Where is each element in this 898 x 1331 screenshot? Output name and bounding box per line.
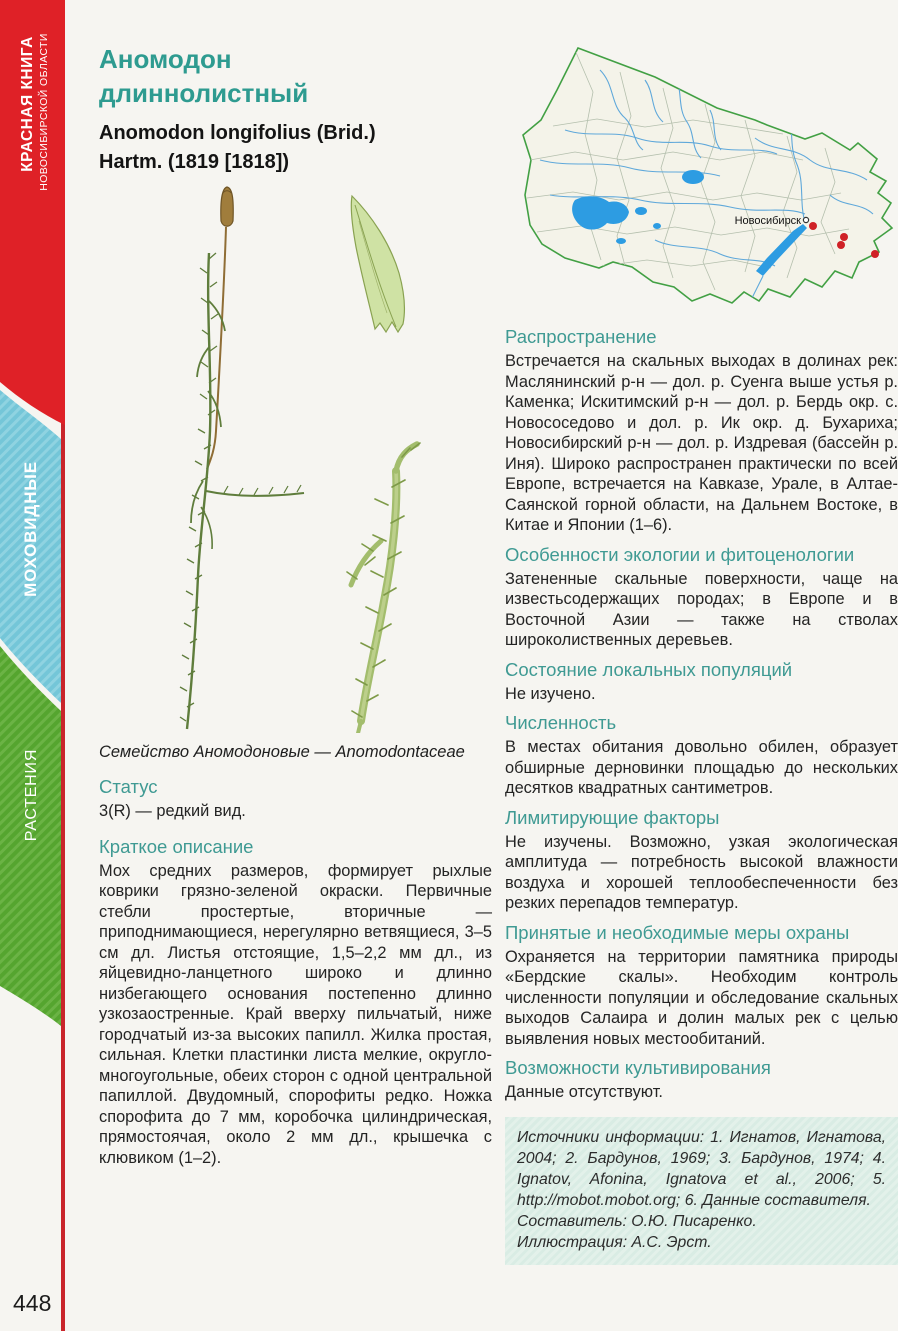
section-body-status: 3(R) — редкий вид. bbox=[99, 802, 246, 820]
species-latin-line1: Anomodon longifolius (Brid.) bbox=[99, 122, 376, 144]
section-heading-ecology: Особенности экологии и фитоценологии bbox=[505, 543, 855, 565]
section-body-limiting-factors: Не изучены. Возможно, узкая экологическая амплитуда — потребность высокой влажности воздуха и хорошей теплообеспеченности без резких перепадов температур. bbox=[505, 832, 898, 912]
compiler-line: Составитель: О.Ю. Писаренко. bbox=[517, 1212, 757, 1230]
section-heading-description: Краткое описание bbox=[99, 835, 254, 857]
species-title-latin bbox=[99, 119, 492, 177]
sidebar-kingdom-label: РАСТЕНИЯ bbox=[23, 748, 40, 842]
city-marker bbox=[803, 217, 808, 222]
sources-box bbox=[505, 1117, 898, 1265]
page-number: 448 bbox=[13, 1290, 52, 1316]
book-subtitle: НОВОСИБИРСКОЙ ОБЛАСТИ bbox=[38, 33, 50, 191]
section-body-distribution: Встречается на скальных выходах в долинах рек: Маслянинский р-н — дол. р. Суенга выше устья р. Каменка; Искитимский р-н — дол. р. Бердь окр. с. Новососедово и дол. р. Ик окр. д. Бухариха; Новосибирский р-н — дол. р. Издревая (бассейн р. Иня). Широко распространен практически по всей Европе, встречается на Кавказе, Урале, в Алтае-Саянской горной области, на Дальнем Востоке, в Китае и Японии (1–6). bbox=[505, 352, 898, 534]
section-body-cultivation: Данные отсутствуют. bbox=[505, 1083, 663, 1101]
sources-line: Источники информации: 1. Игнатов, Игнатова, 2004; 2. Бардунов, 1969; 3. Бардунов, 1974; 4. Ignatov, Afonina, Ignatova et al., 2006; 5. http://mobot.mobot.org; 6. Данные составителя. bbox=[517, 1128, 886, 1209]
right-column bbox=[505, 30, 898, 1265]
section-heading-distribution: Распространение bbox=[505, 326, 657, 347]
section-body-protection-measures: Охраняется на территории памятника природы «Бердские скалы». Необходим контроль численности популяции и обследование скальных выходов Салаира и долин малых рек с целью выявления новых местообитаний. bbox=[505, 947, 898, 1048]
section-heading-limiting-factors: Лимитирующие факторы bbox=[505, 806, 720, 828]
left-column bbox=[99, 42, 492, 1168]
moss-illustration bbox=[99, 181, 489, 733]
section-body-description: Мох средних размеров, формирует рыхлые коврики грязно-зеленой окраски. Первичные стебли простертые, вторичные — приподнимающиеся, нерегулярно ветвящиеся, 3–5 см дл. Листья отстоящие, 1,5–2,2 мм дл., из яйцевидно-ланцетного широко и длинно низбегающего основания постепенно длинно узкозаостренные. Край вверху пильчатый, ниже городчатый из-за высоких папилл. Жилка простая, сильная. Клетки пластинки листа мелкие, округло-многоугольные, обеих сторон с одной центральной папиллой. Двудомный, спорофиты редко. Ножка спорофита до 7 мм, коробочка цилиндрическая, прямостоячая, около 2 мм дл., крышечка с клювиком (1–2). bbox=[99, 861, 492, 1167]
species-title-line1: Аномодон bbox=[99, 44, 232, 74]
species-title-line2: длиннолистный bbox=[99, 78, 309, 108]
right-shoot-drawing bbox=[347, 443, 420, 733]
section-heading-abundance: Численность bbox=[505, 712, 617, 733]
section-heading-cultivation: Возможности культивирования bbox=[505, 1057, 771, 1078]
section-body-abundance: В местах обитания довольно обилен, образует обширные дерновинки площадью до нескольких десятков квадратных сантиметров. bbox=[505, 738, 898, 797]
illustrator-line: Иллюстрация: А.С. Эрст. bbox=[517, 1233, 712, 1251]
section-body-local-populations: Не изучено. bbox=[505, 684, 596, 703]
sidebar-division-label: МОХОВИДНЫЕ bbox=[21, 461, 40, 597]
left-shoot-drawing bbox=[180, 253, 304, 729]
section-heading-local-populations: Состояние локальных популяций bbox=[505, 658, 793, 680]
section-body-ecology: Затененные скальные поверхности, чаще на известьсодержащих породах; в Европе и в Восточной Азии — также на стволах широколиственных деревьев. bbox=[505, 569, 898, 649]
section-heading-status: Статус bbox=[99, 776, 158, 797]
book-title: КРАСНАЯ КНИГА bbox=[19, 36, 36, 172]
leaf-drawing bbox=[351, 196, 404, 332]
sidebar-bands bbox=[0, 0, 66, 1331]
family-name: Семейство Аномодоновые — Anomodontaceae bbox=[99, 743, 465, 761]
species-latin-line2: Hartm. (1819 [1818]) bbox=[99, 151, 290, 173]
species-title-ru bbox=[99, 42, 492, 110]
section-heading-protection-measures: Принятые и необходимые меры охраны bbox=[505, 921, 850, 943]
city-label: Новосибирск bbox=[734, 215, 801, 227]
distribution-map bbox=[505, 30, 895, 318]
oblast-outline bbox=[523, 48, 892, 303]
